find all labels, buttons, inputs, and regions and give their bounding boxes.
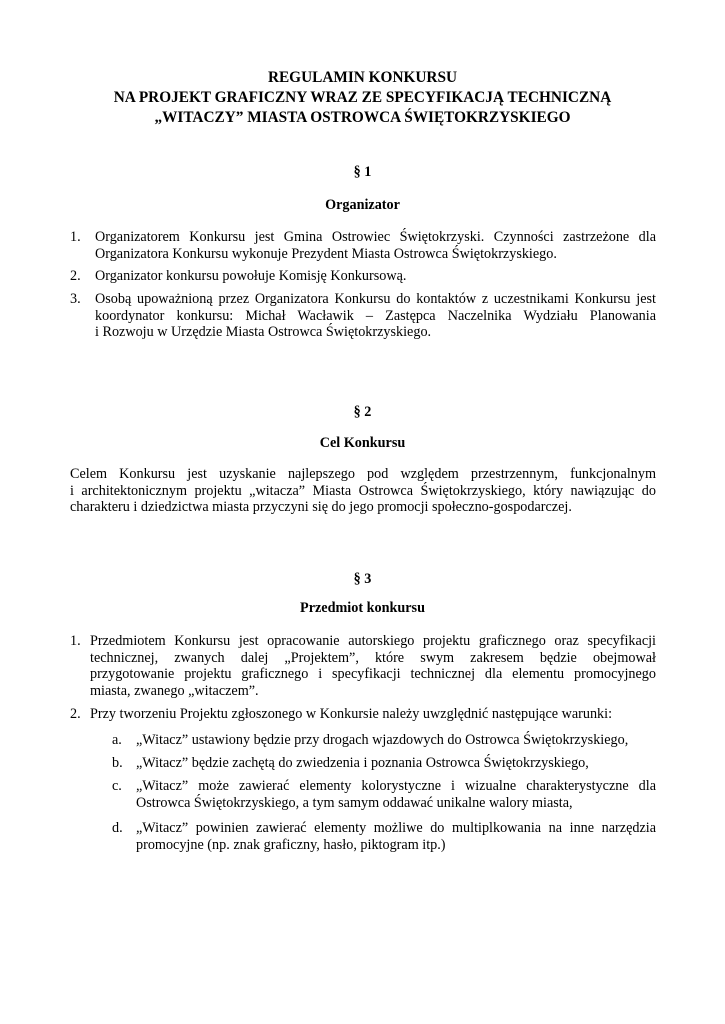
subitem-line: „Witacz” może zawierać elementy kolorystyczne i wizualne charakterystyczne dla <box>136 778 656 794</box>
item-line: technicznej, zwanych dalej „Projektem”, które swym zakresem będzie obejmował <box>90 649 656 666</box>
paragraph-line: charakteru i dziedzictwa miasta przyczyni się do jego promocji społeczno-gospodarczej. <box>70 499 572 516</box>
section-3-number: § 3 <box>353 571 372 587</box>
item-number: 3. <box>70 291 81 307</box>
item-number: 1. <box>70 633 81 649</box>
subitem-letter: b. <box>112 755 123 771</box>
subitem-letter: d. <box>112 820 123 836</box>
document-title-line-1: REGULAMIN KONKURSU <box>267 69 458 86</box>
item-number: 2. <box>70 706 81 722</box>
item-line: Organizatora Konkursu wykonuje Prezydent Miasta Ostrowca Świętokrzyskiego. <box>95 245 557 262</box>
subitem-line: „Witacz” ustawiony będzie przy drogach wjazdowych do Ostrowca Świętokrzyskiego, <box>136 732 629 748</box>
document-title-line-2: NA PROJEKT GRAFICZNY WRAZ ZE SPECYFIKACJĄ TECHNICZNĄ <box>113 89 612 106</box>
item-line: Organizatorem Konkursu jest Gmina Ostrowiec Świętokrzyski. Czynności zastrzeżone dla <box>95 229 656 245</box>
subitem-line: promocyjne (np. znak graficzny, hasło, piktogram itp.) <box>136 836 446 853</box>
item-line: koordynator konkursu: Michał Wacławik – Zastępca Naczelnika Wydziału Planowania <box>95 307 656 324</box>
item-number: 2. <box>70 268 81 284</box>
subitem-line: Ostrowca Świętokrzyskiego, a tym samym oddawać unikalne walory miasta, <box>136 794 573 811</box>
item-line: Przy tworzeniu Projektu zgłoszonego w Konkursie należy uwzględnić następujące warunki: <box>90 706 613 722</box>
paragraph-line: i architektonicznym projektu „witacza” Miasta Ostrowca Świętokrzyskiego, który nawiązując do <box>70 482 656 499</box>
section-1-heading: Organizator <box>325 197 400 213</box>
section-2-number: § 2 <box>353 404 372 420</box>
item-line: Przedmiotem Konkursu jest opracowanie autorskiego projektu graficznego oraz specyfikacji <box>90 633 656 649</box>
subitem-letter: a. <box>112 732 122 748</box>
item-line: miasta, zwanego „witaczem”. <box>90 682 259 699</box>
section-1-number: § 1 <box>353 164 372 180</box>
paragraph-line: Celem Konkursu jest uzyskanie najlepszego pod względem przestrzennym, funkcjonalnym <box>70 466 656 482</box>
item-line: przygotowanie projektu graficznego i specyfikacji technicznej dla elementu promocyjnego <box>90 666 656 683</box>
section-2-heading: Cel Konkursu <box>319 435 406 451</box>
item-number: 1. <box>70 229 81 245</box>
document-title-line-3: „WITACZY” MIASTA OSTROWCA ŚWIĘTOKRZYSKIEGO <box>154 109 571 126</box>
subitem-line: „Witacz” będzie zachętą do zwiedzenia i poznania Ostrowca Świętokrzyskiego, <box>136 755 589 771</box>
item-line: Osobą upoważnioną przez Organizatora Konkursu do kontaktów z uczestnikami Konkursu jest <box>95 291 656 307</box>
subitem-letter: c. <box>112 778 122 794</box>
item-line: i Rozwoju w Urzędzie Miasta Ostrowca Świętokrzyskiego. <box>95 324 432 341</box>
subitem-line: „Witacz” powinien zawierać elementy możliwe do multiplkowania na inne narzędzia <box>136 820 656 836</box>
section-2-paragraph <box>70 466 656 516</box>
section-3-heading: Przedmiot konkursu <box>300 600 425 616</box>
item-line: Organizator konkursu powołuje Komisję Konkursową. <box>95 268 407 284</box>
